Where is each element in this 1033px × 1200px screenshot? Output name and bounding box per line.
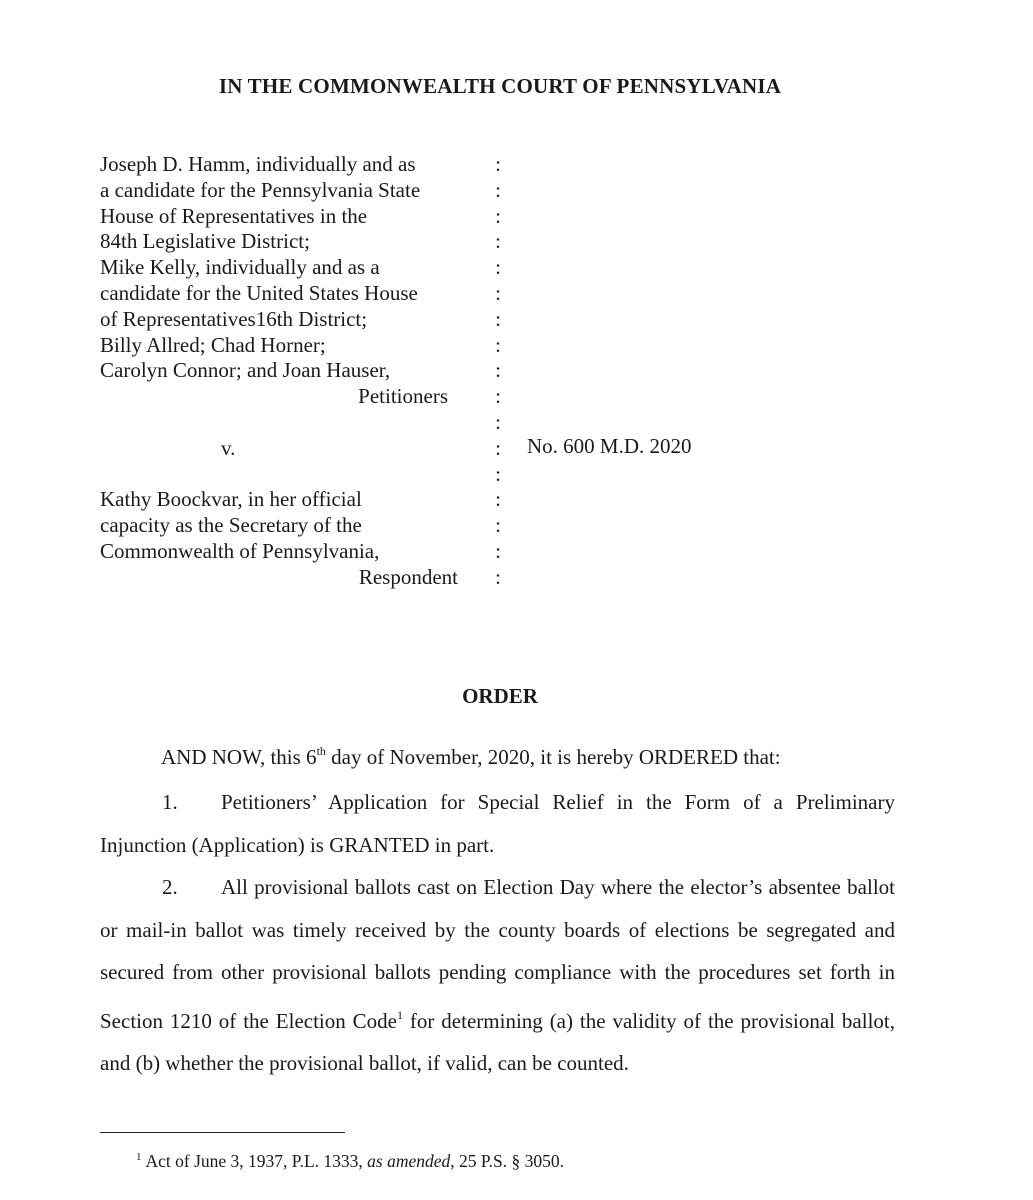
respondent-line: capacity as the Secretary of the bbox=[100, 513, 362, 538]
footnote bbox=[136, 1151, 564, 1172]
respondent-label: Respondent bbox=[358, 564, 458, 589]
colon: : bbox=[495, 229, 501, 254]
petitioner-line: Joseph D. Hamm, individually and as bbox=[100, 152, 416, 176]
footnote-italic: as amended bbox=[367, 1151, 451, 1171]
footnote-separator bbox=[100, 1132, 345, 1133]
petitioner-line: House of Representatives in the bbox=[100, 203, 368, 228]
petitioner-line: Billy Allred; Chad Horner; bbox=[100, 332, 326, 357]
petitioners-label: Petitioners bbox=[358, 384, 448, 409]
respondent-line: Kathy Boockvar, in her official bbox=[100, 487, 362, 512]
petitioner-line: 84th Legislative District; bbox=[100, 229, 310, 254]
petitioner-line: Carolyn Connor; and Joan Hauser, bbox=[100, 358, 391, 383]
colon: : bbox=[495, 513, 501, 538]
footnote-reference[interactable]: 1 bbox=[397, 1007, 403, 1022]
order-item-number: 2. bbox=[162, 875, 178, 899]
order-intro-ordinal: th bbox=[316, 744, 326, 758]
order-item-2 bbox=[100, 866, 895, 1085]
caption-colon-column bbox=[488, 152, 508, 591]
colon: : bbox=[495, 538, 501, 563]
colon: : bbox=[495, 203, 501, 228]
petitioner-line: a candidate for the Pennsylvania State bbox=[100, 177, 421, 202]
colon: : bbox=[495, 461, 501, 486]
colon: : bbox=[495, 306, 501, 331]
order-intro-prefix: AND NOW, this 6 bbox=[161, 745, 317, 769]
court-heading: IN THE COMMONWEALTH COURT OF PENNSYLVANIA bbox=[218, 74, 782, 98]
colon: : bbox=[495, 487, 501, 512]
petitioner-line: candidate for the United States House bbox=[100, 280, 418, 305]
order-item-text-continued: for determining (a) the validity of the provisional ballot, and (b) whether the provisional ballot, if valid, can be counted. bbox=[100, 1008, 895, 1075]
caption-spacer bbox=[100, 410, 480, 436]
case-caption-parties bbox=[100, 152, 480, 591]
order-intro-suffix: day of November, 2020, it is hereby ORDERED that: bbox=[325, 745, 781, 769]
petitioner-line: Mike Kelly, individually and as a bbox=[100, 255, 380, 280]
versus: v. bbox=[221, 435, 236, 460]
colon: : bbox=[495, 564, 501, 589]
colon: : bbox=[495, 280, 501, 305]
colon: : bbox=[495, 152, 501, 176]
order-item-text: All provisional ballots cast on Election Day where the elector’s absentee ballot or mail-in ballot was timely received by the county boards of elections be segregated and secured from other provisional ballots pending compliance with the procedures set forth in Section 1210 of the Election Code bbox=[100, 875, 895, 1033]
order-intro bbox=[161, 744, 956, 770]
order-item-text: Petitioners’ Application for Special Relief in the Form of a Preliminary Injunction (Application) is GRANTED in part. bbox=[100, 790, 895, 857]
colon: : bbox=[495, 358, 501, 383]
order-item-1 bbox=[100, 781, 895, 866]
caption-spacer bbox=[100, 462, 480, 488]
colon: : bbox=[495, 435, 501, 460]
docket-number: No. 600 M.D. 2020 bbox=[527, 434, 692, 458]
footnote-text-end: , 25 P.S. § 3050. bbox=[450, 1151, 565, 1171]
footnote-text: Act of June 3, 1937, P.L. 1333, bbox=[145, 1151, 368, 1171]
petitioner-line: of Representatives16th District; bbox=[100, 306, 368, 331]
order-title: ORDER bbox=[462, 684, 538, 708]
colon: : bbox=[495, 255, 501, 280]
colon: : bbox=[495, 409, 501, 434]
colon: : bbox=[495, 332, 501, 357]
colon: : bbox=[495, 177, 501, 202]
footnote-marker: 1 bbox=[136, 1151, 142, 1163]
order-item-number: 1. bbox=[162, 790, 178, 814]
colon: : bbox=[495, 384, 501, 409]
respondent-line: Commonwealth of Pennsylvania, bbox=[100, 538, 380, 563]
